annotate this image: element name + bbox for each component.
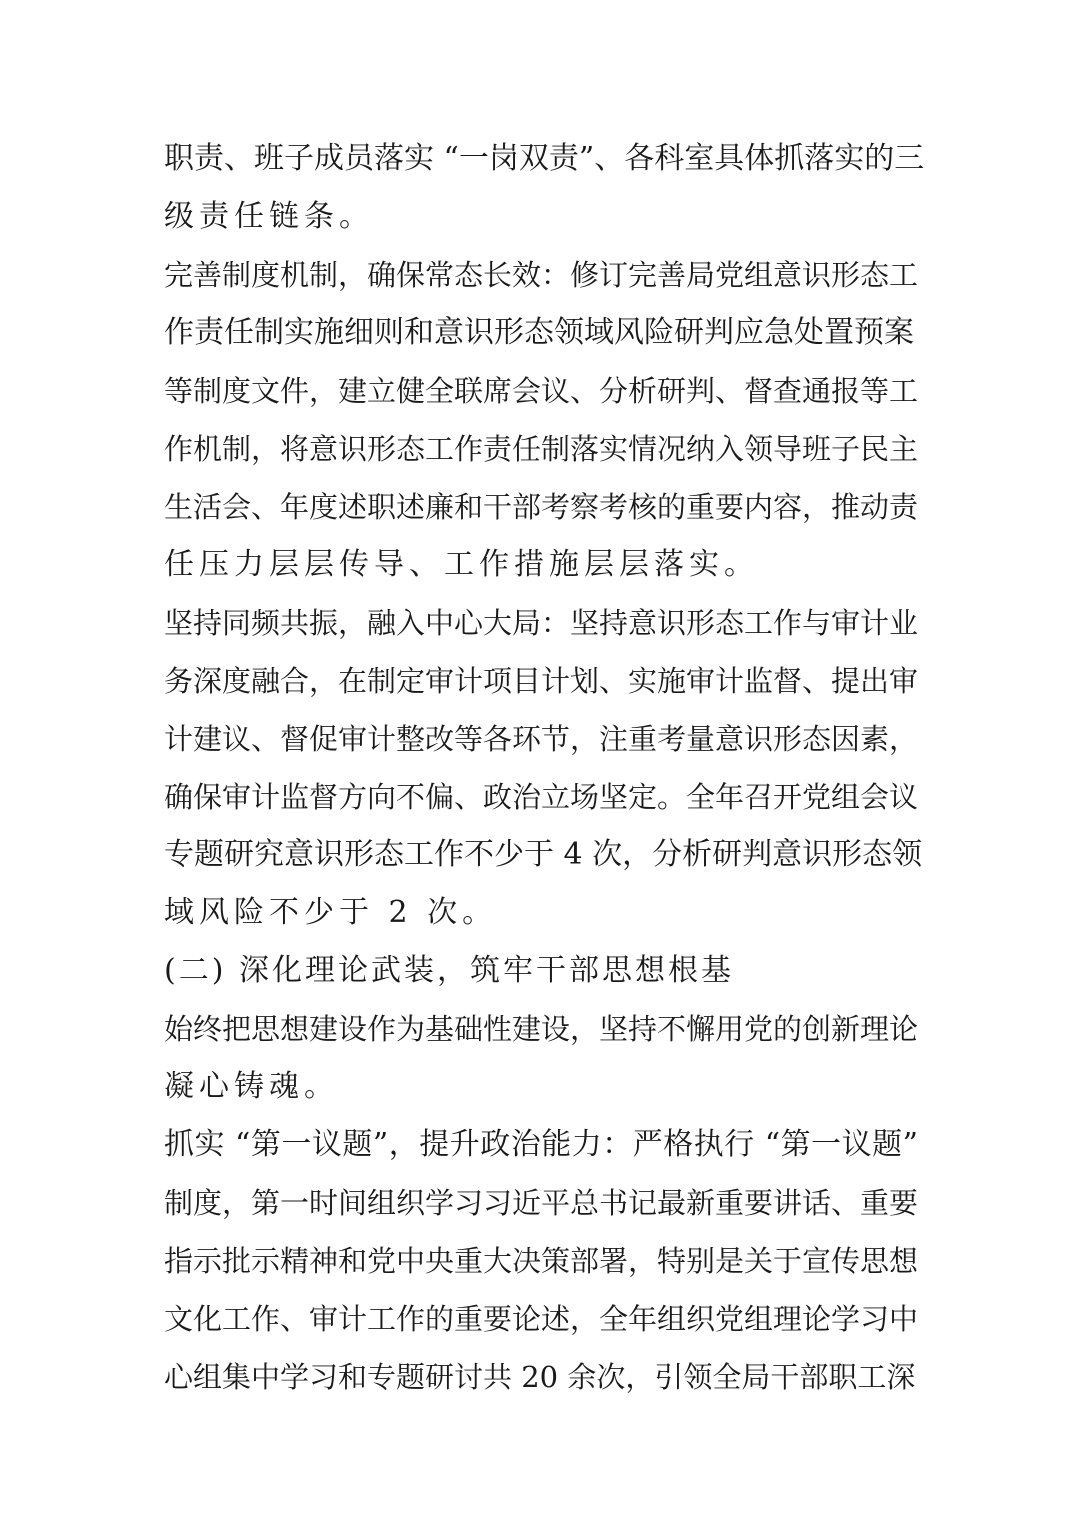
text-line: 作责任制实施细则和意识形态领域风险研判应急处置预案: [164, 315, 914, 350]
paragraph-start-line: 始终把思想建设作为基础性建设，坚持不懈用党的创新理论: [164, 1012, 919, 1046]
text-line: 制度，第一时间组织学习习近平总书记最新重要讲话、重要: [164, 1186, 919, 1220]
text-line: 务深度融合，在制定审计项目计划、实施审计监督、提出审: [164, 664, 919, 698]
section-heading: (二) 深化理论武装，筑牢干部思想根基: [164, 953, 734, 988]
paragraph-start-line: 完善制度机制，确保常态长效：修订完善局党组意识形态工: [164, 258, 919, 292]
text-line: 作机制，将意识形态工作责任制落实情况纳入领导班子民主: [164, 432, 919, 466]
paragraph-start-line: 坚持同频共振，融入中心大局：坚持意识形态工作与审计业: [164, 606, 919, 640]
text-line: 凝心铸魂。: [164, 1069, 339, 1104]
text-line: 等制度文件，建立健全联席会议、分析研判、督查通报等工: [164, 374, 919, 408]
document-body: [164, 130, 924, 1406]
text-line: 职责、班子成员落实 “一岗双责”、各科室具体抓落实的三: [164, 141, 925, 176]
text-line: 任压力层层传导、工作措施层层落实。: [164, 547, 759, 582]
text-line: 文化工作、审计工作的重要论述，全年组织党组理论学习中: [164, 1302, 919, 1336]
text-line: 确保审计监督方向不偏、政治立场坚定。全年召开党组会议: [164, 780, 919, 814]
text-line: 生活会、年度述职述廉和干部考察考核的重要内容，推动责: [164, 490, 919, 524]
text-line: 专题研究意识形态工作不少于 4 次，分析研判意识形态领: [164, 837, 923, 872]
text-line: 指示批示精神和党中央重大决策部署，特别是关于宣传思想: [164, 1244, 919, 1278]
text-line: 级责任链条。: [164, 199, 374, 234]
text-line: 计建议、督促审计整改等各环节，注重考量意识形态因素，: [164, 722, 919, 756]
text-line: 心组集中学习和专题研讨共 20 余次，引领全局干部职工深: [164, 1360, 916, 1394]
paragraph-start-line: 抓实 “第一议题”，提升政治能力：严格执行 “第一议题”: [164, 1127, 919, 1162]
text-line: 域风险不少于 2 次。: [164, 895, 498, 930]
